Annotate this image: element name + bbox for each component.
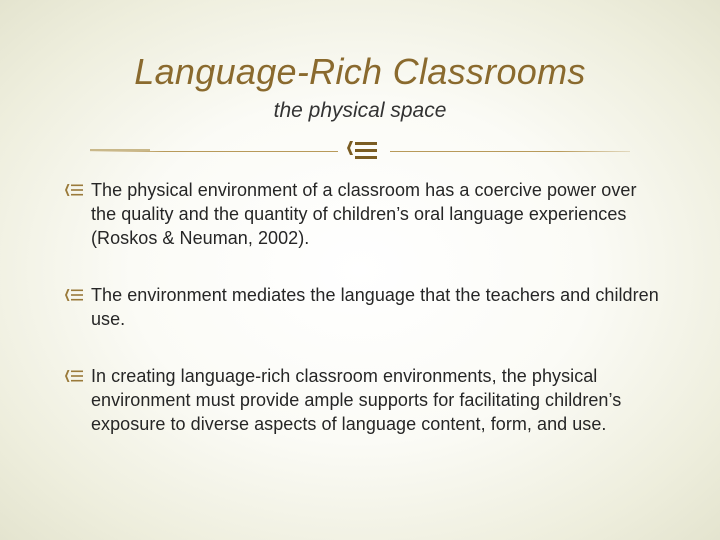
list-lines-icon (64, 369, 84, 383)
title-divider (90, 138, 630, 166)
slide-title: Language-Rich Classrooms (134, 51, 586, 92)
list-lines-icon (64, 183, 84, 197)
bullet-item (64, 364, 664, 436)
divider-line-right (390, 151, 630, 152)
bullet-text: In creating language-rich classroom environments, the physical environment must provide ample supports for facilitating children’s exposure to diverse aspects of language content, form, and use. (91, 366, 622, 434)
bullet-item (64, 178, 664, 250)
bullet-list (64, 178, 664, 469)
bullet-text: The physical environment of a classroom has a coercive power over the quality and the quantity of children’s oral language experiences (Roskos & Neuman, 2002). (91, 180, 637, 248)
bullet-item (64, 283, 664, 331)
list-lines-icon (64, 288, 84, 302)
list-lines-icon (341, 138, 381, 166)
bullet-text: The environment mediates the language that the teachers and children use. (91, 285, 659, 329)
slide-subtitle: the physical space (273, 99, 447, 122)
divider-line-left (90, 151, 338, 152)
